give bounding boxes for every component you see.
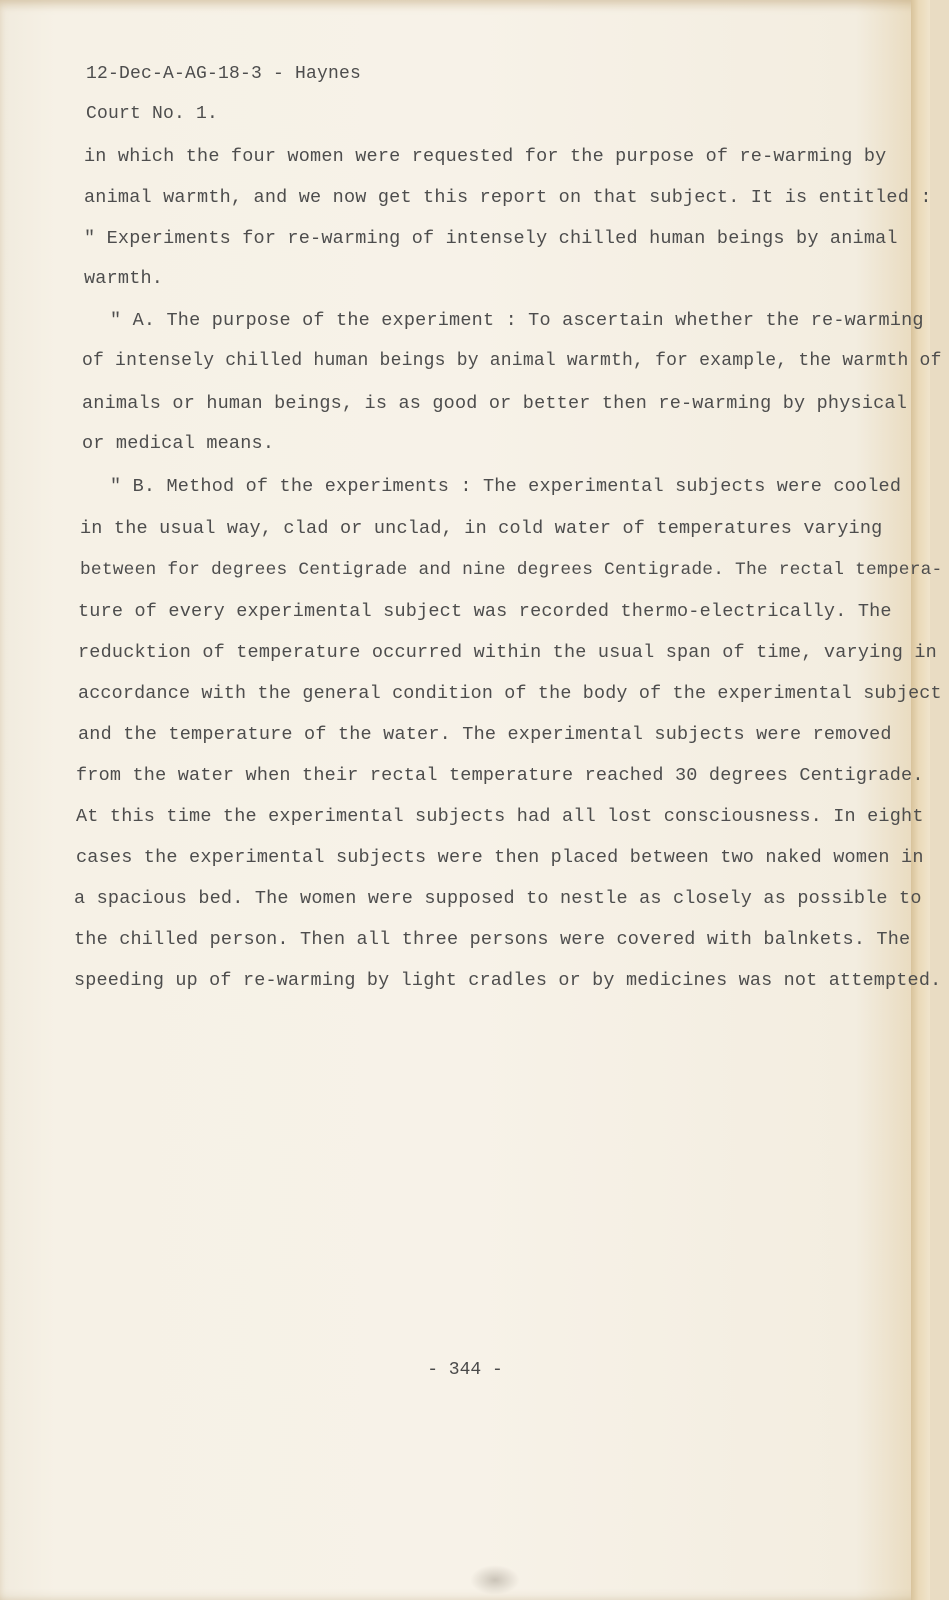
body-line: in which the four women were requested for the purpose of re-warming by xyxy=(84,146,887,167)
body-line: in the usual way, clad or unclad, in cold water of temperatures varying xyxy=(80,518,883,539)
body-line: " Experiments for re-warming of intensely chilled human beings by animal xyxy=(84,228,898,249)
body-line: reducktion of temperature occurred within the usual span of time, varying in xyxy=(78,642,937,663)
body-line: and the temperature of the water. The experimental subjects were removed xyxy=(78,724,892,745)
body-line: " B. Method of the experiments : The experimental subjects were cooled xyxy=(110,476,902,497)
body-line: At this time the experimental subjects had all lost consciousness. In eight xyxy=(76,806,924,827)
body-line: or medical means. xyxy=(82,433,275,454)
body-line: of intensely chilled human beings by animal warmth, for example, the warmth of xyxy=(82,351,942,371)
punch-hole-mark xyxy=(470,1565,520,1595)
case-reference: 12-Dec-A-AG-18-3 - Haynes xyxy=(86,64,362,84)
page-number: - 344 - xyxy=(427,1360,503,1380)
body-line: ture of every experimental subject was recorded thermo-electrically. The xyxy=(78,601,892,622)
body-line: animal warmth, and we now get this report on that subject. It is entitled : xyxy=(84,187,932,208)
body-line: speeding up of re-warming by light cradles or by medicines was not attempted. xyxy=(74,970,942,991)
body-line: " A. The purpose of the experiment : To ascertain whether the re-warming xyxy=(110,310,924,331)
body-line: the chilled person. Then all three persons were covered with balnkets. The xyxy=(74,929,911,950)
body-line: cases the experimental subjects were then placed between two naked women in xyxy=(76,847,924,868)
court-number: Court No. 1. xyxy=(86,104,219,124)
body-line: a spacious bed. The women were supposed to nestle as closely as possible to xyxy=(74,888,922,909)
body-line: warmth. xyxy=(84,268,164,289)
body-line: from the water when their rectal temperature reached 30 degrees Centigrade. xyxy=(76,765,924,786)
body-line: accordance with the general condition of the body of the experimental subject xyxy=(78,683,942,704)
body-line: between for degrees Centigrade and nine degrees Centigrade. The rectal tempera- xyxy=(80,560,943,580)
body-line: animals or human beings, is as good or better then re-warming by physical xyxy=(82,393,908,414)
